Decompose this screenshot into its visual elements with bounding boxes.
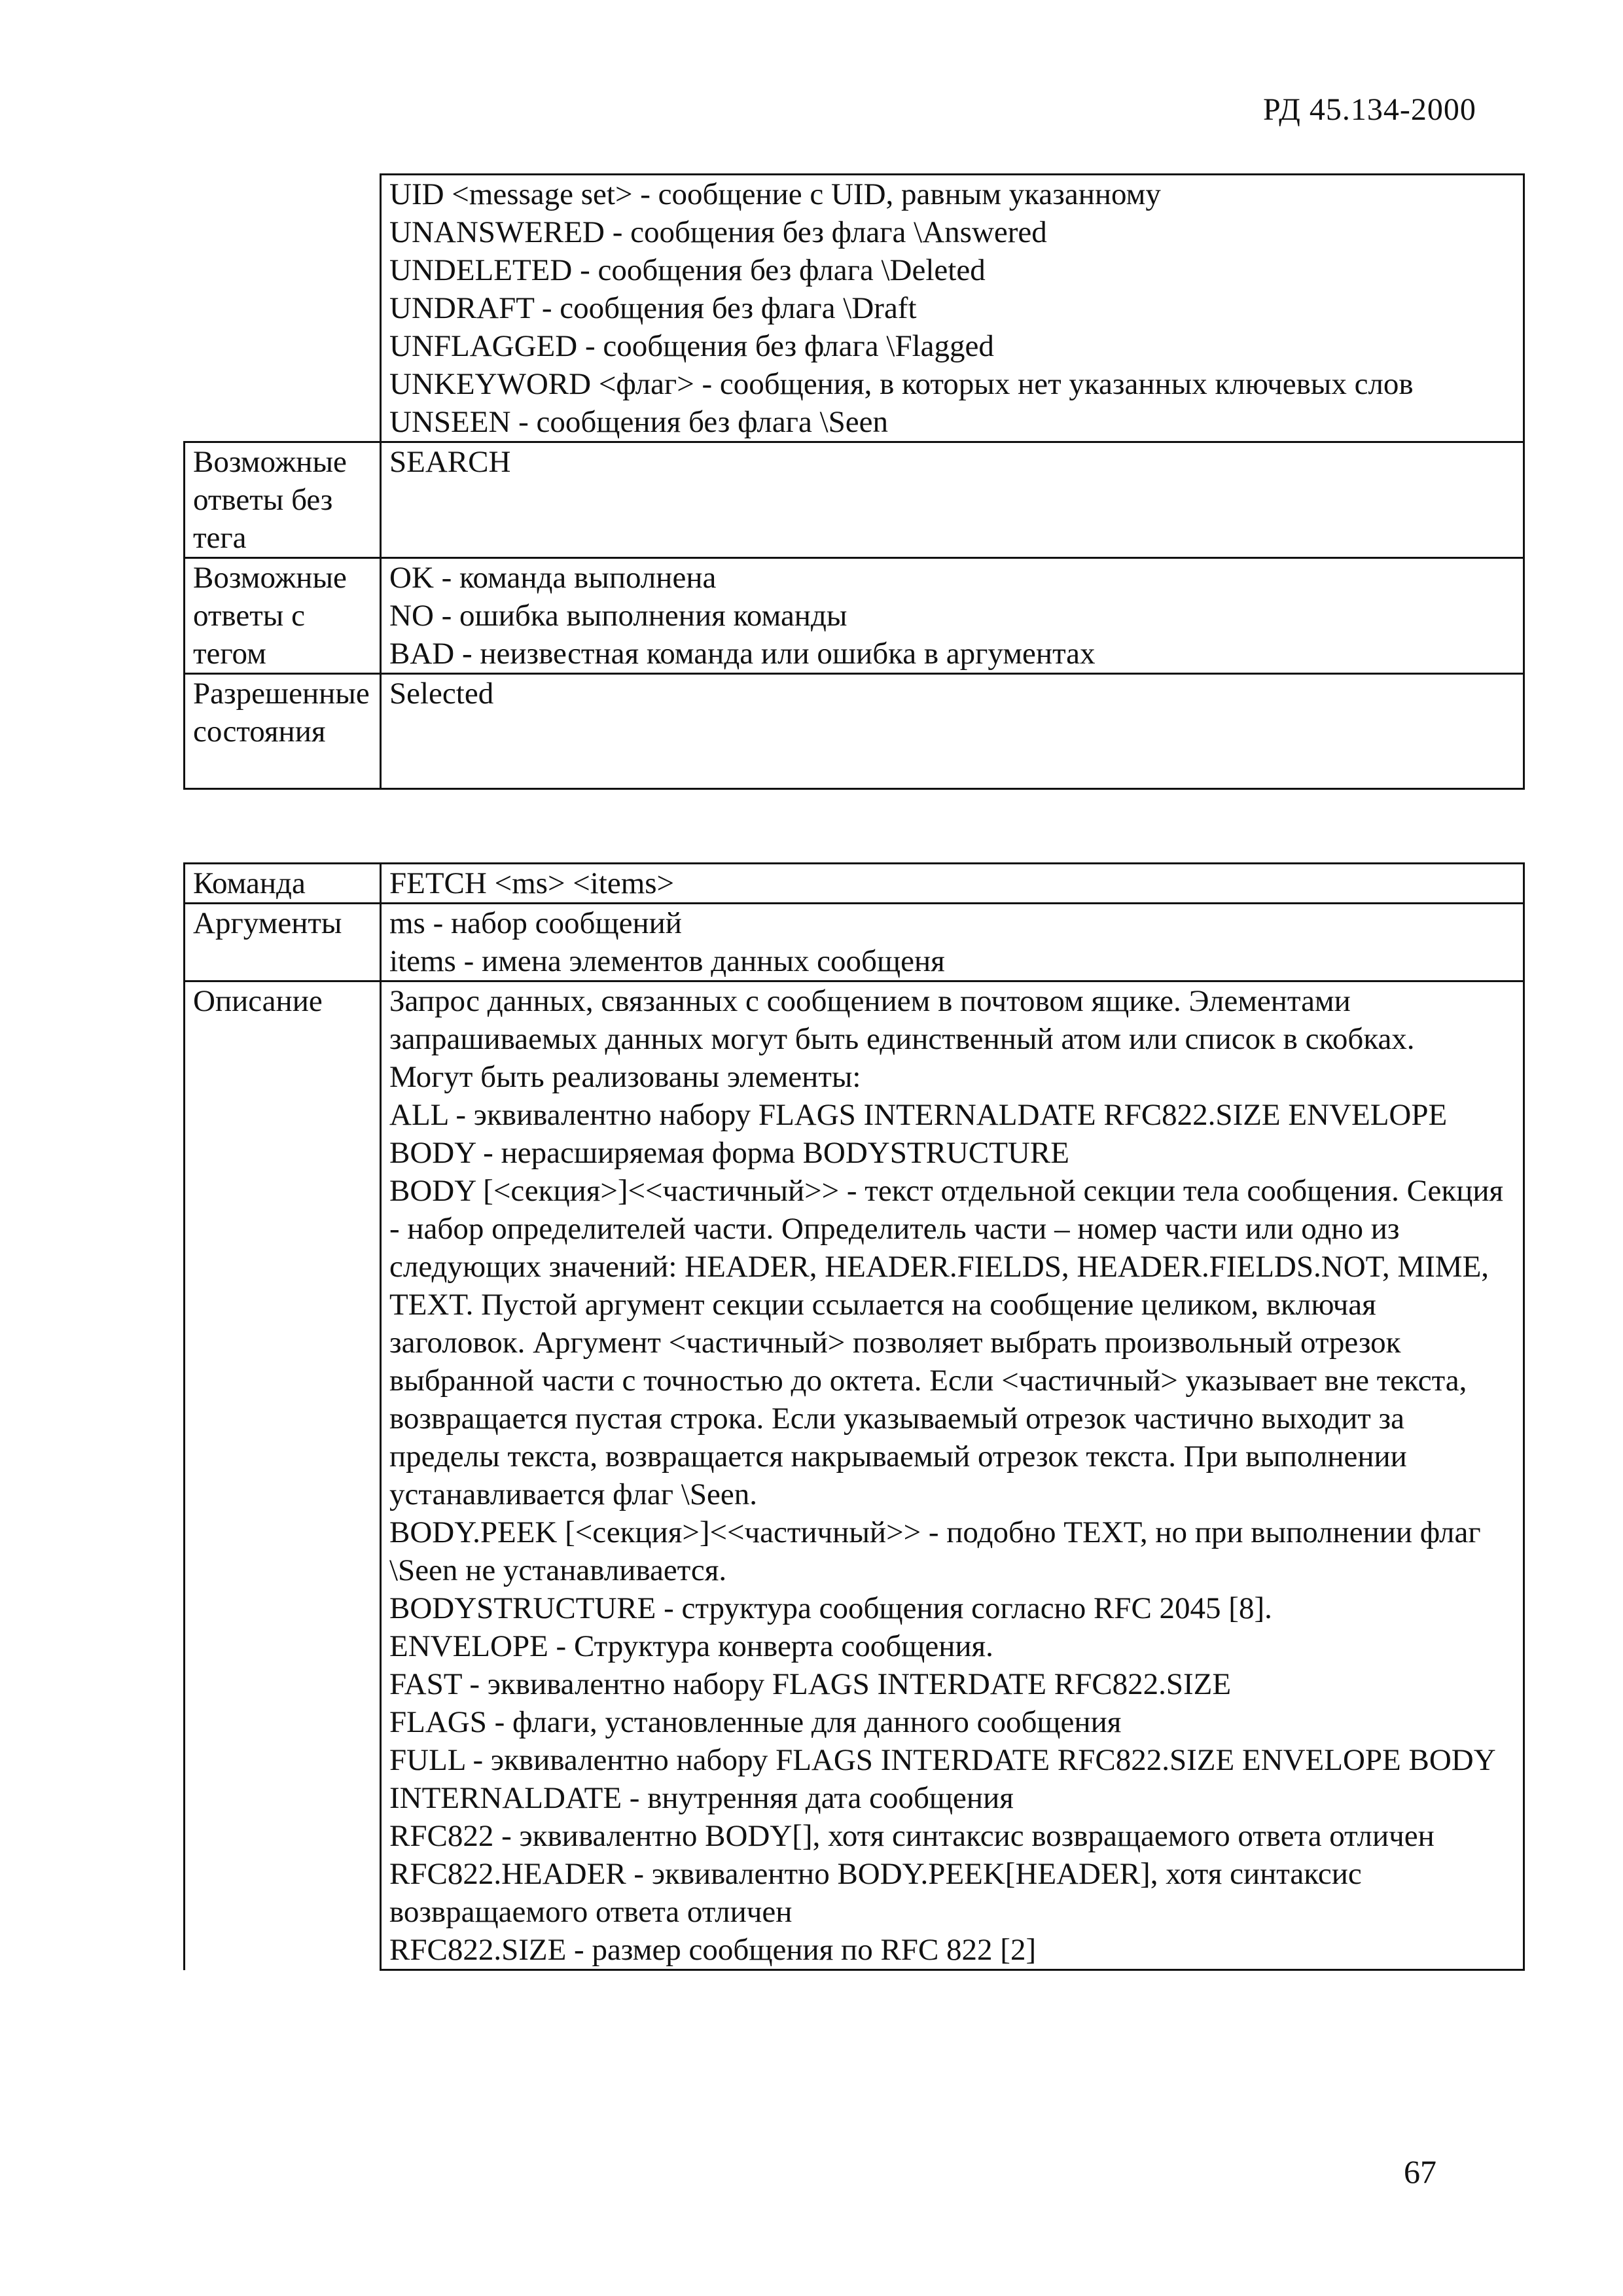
text-line: UID <message set> - сообщение с UID, равным указанному [389, 177, 1161, 211]
row-label: Возможные ответы с тегом [185, 558, 381, 674]
table-row [185, 558, 1524, 674]
text-line: UNSEEN - сообщения без флага \Seen [389, 405, 888, 439]
text-line: RFC822.SIZE - размер сообщения по RFC 822 [2] [389, 1933, 1037, 1967]
text-line: items - имена элементов данных сообщеня [389, 944, 945, 978]
document-code: РД 45.134-2000 [1263, 92, 1476, 127]
text-line: BODY.PEEK [<секция>]<<частичный>> - подобно TEXT, но при выполнении флаг \Seen не устанавливается. [389, 1515, 1481, 1587]
text-line: BODY [<секция>]<<частичный>> - текст отдельной секции тела сообщения. Секция - набор определителей части. Определитель части – номер части или одно из следующих значений: HEADER, HEADER.FIELDS, HEADER.FIELDS.NOT, MIME, TEXT. Пустой аргумент секции ссылается на сообщение целиком, включая заголовок. Аргумент <частичный> позволяет выбрать произвольный отрезок выбранной части с точностью до октета. Если <частичный> указывает вне текста, возвращается пустая строка. Если указываемый отрезок частично выходит за пределы текста, возвращается накрываемый отрезок текста. При выполнении устанавливается флаг \Seen. [389, 1174, 1504, 1511]
text-line: ENVELOPE - Структура конверта сообщения. [389, 1629, 993, 1663]
row-label [185, 175, 381, 442]
text-line: INTERNALDATE - внутренняя дата сообщения [389, 1781, 1014, 1815]
table-row [185, 442, 1524, 558]
fetch-command-table [183, 862, 1525, 1971]
page-number: 67 [1404, 2153, 1436, 2190]
row-label: Возможные ответы без тега [185, 442, 381, 558]
text-line: UNDELETED - сообщения без флага \Deleted [389, 253, 986, 287]
row-label: Описание [185, 981, 381, 1970]
table-row [185, 904, 1524, 981]
table-row [185, 864, 1524, 904]
search-command-table [183, 173, 1525, 790]
text-line: SEARCH [389, 445, 511, 479]
row-content [381, 904, 1524, 981]
text-line: UNDRAFT - сообщения без флага \Draft [389, 291, 917, 325]
text-line: FETCH <ms> <items> [389, 866, 675, 900]
text-line: Запрос данных, связанных с сообщением в почтовом ящике. Элементами запрашиваемых данных могут быть единственный атом или список в скобках. [389, 984, 1415, 1056]
text-line: ms - набор сообщений [389, 906, 682, 940]
table-row [185, 175, 1524, 442]
text-line: BAD - неизвестная команда или ошибка в аргументах [389, 637, 1096, 671]
table-row [185, 981, 1524, 1970]
row-content [381, 864, 1524, 904]
row-label: Разрешенные состояния [185, 674, 381, 789]
text-line: FAST - эквивалентно набору FLAGS INTERDATE RFC822.SIZE [389, 1667, 1232, 1701]
row-content [381, 442, 1524, 558]
text-line: OK - команда выполнена [389, 561, 717, 595]
row-label: Аргументы [185, 904, 381, 981]
row-content [381, 674, 1524, 789]
text-line: ALL - эквивалентно набору FLAGS INTERNALDATE RFC822.SIZE ENVELOPE [389, 1098, 1448, 1132]
text-line: FLAGS - флаги, установленные для данного сообщения [389, 1705, 1122, 1739]
text-line: Selected [389, 677, 494, 711]
row-label: Команда [185, 864, 381, 904]
text-line: Могут быть реализованы элементы: [389, 1060, 861, 1094]
text-line: BODYSTRUCTURE - структура сообщения согласно RFC 2045 [8]. [389, 1591, 1272, 1625]
text-line: RFC822 - эквивалентно BODY[], хотя синтаксис возвращаемого ответа отличен [389, 1819, 1435, 1853]
row-content [381, 558, 1524, 674]
row-content [381, 175, 1524, 442]
text-line: NO - ошибка выполнения команды [389, 599, 847, 633]
text-line: BODY - нерасширяемая форма BODYSTRUCTURE [389, 1136, 1069, 1170]
text-line: RFC822.HEADER - эквивалентно BODY.PEEK[HEADER], хотя синтаксис возвращаемого ответа отличен [389, 1857, 1362, 1929]
row-content [381, 981, 1524, 1970]
text-line: FULL - эквивалентно набору FLAGS INTERDATE RFC822.SIZE ENVELOPE BODY [389, 1743, 1496, 1777]
text-line: UNKEYWORD <флаг> - сообщения, в которых нет указанных ключевых слов [389, 367, 1414, 401]
text-line: UNFLAGGED - сообщения без флага \Flagged [389, 329, 994, 363]
table-row [185, 674, 1524, 789]
text-line: UNANSWERED - сообщения без флага \Answered [389, 215, 1047, 249]
